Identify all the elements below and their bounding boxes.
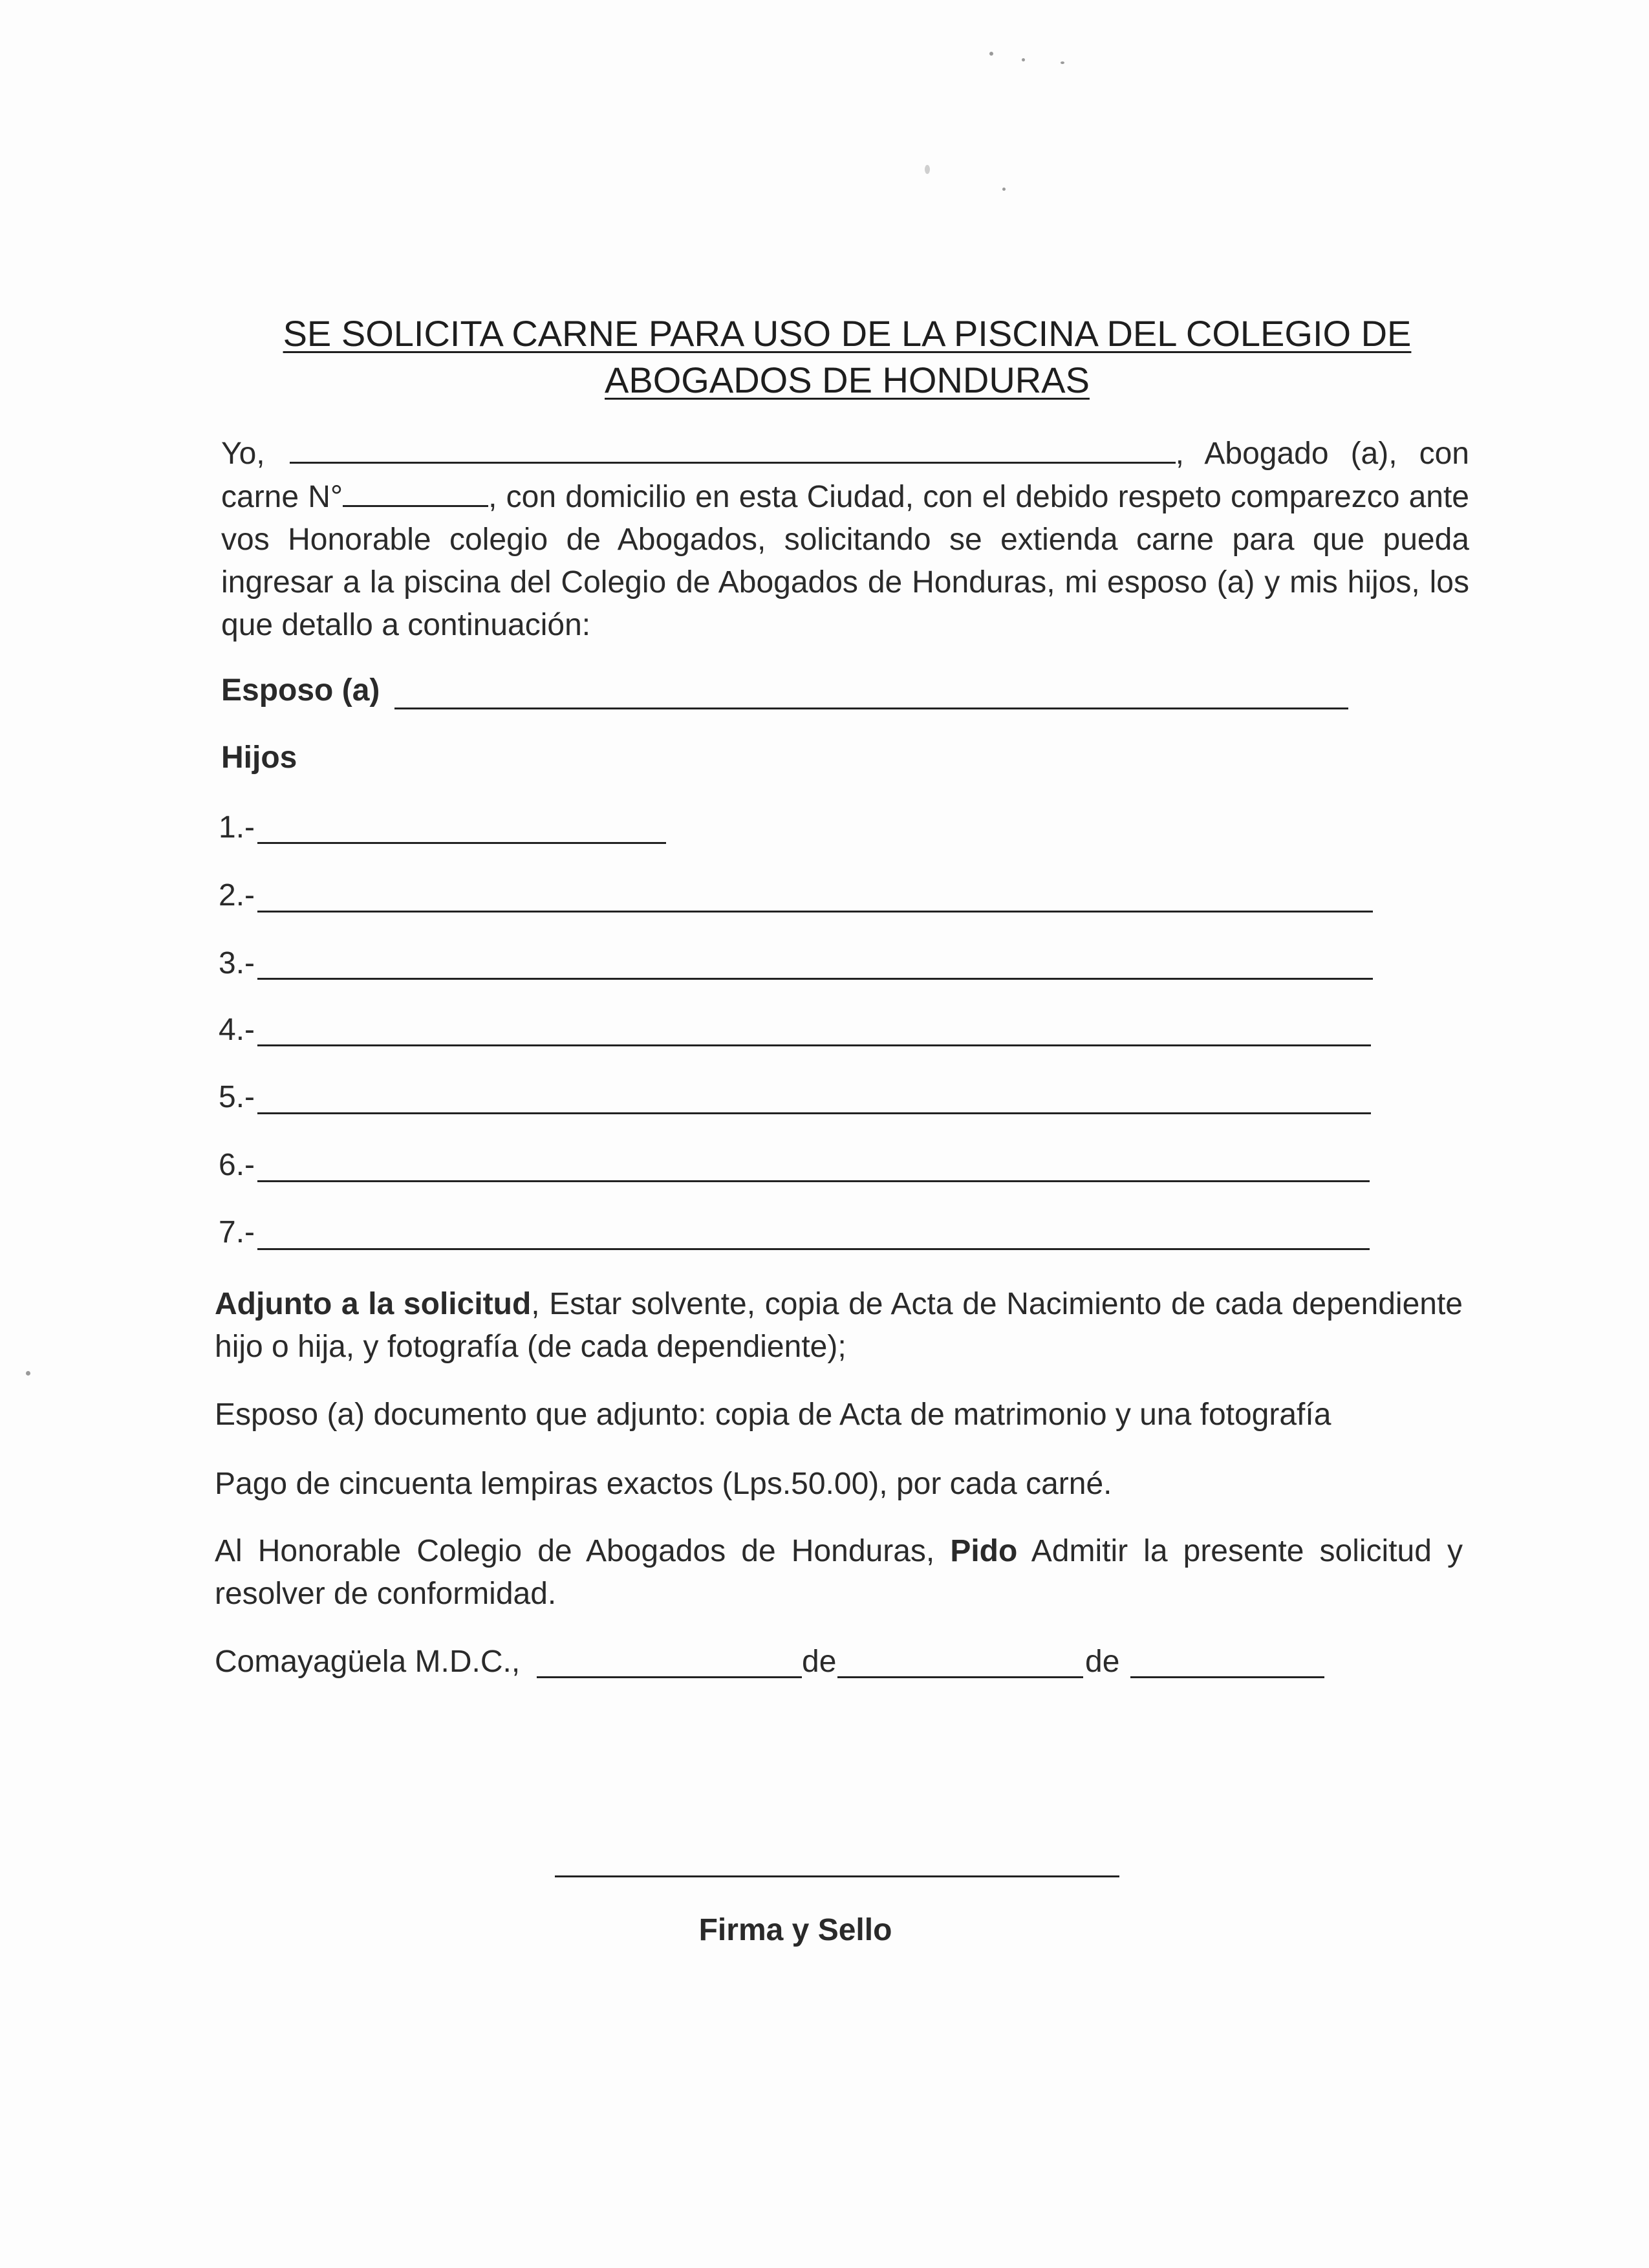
intro-body [221, 475, 1469, 647]
fecha-de-1: de [802, 1645, 837, 1679]
intro-rest: , con domicilio en esta Ciudad, con el debido respeto comparezco ante vos Honorable colegio de Abogados, solicitando se extienda carne para que pueda ingresar a la piscina del Colegio de Abogados de Honduras, mi esposo (a) y mis hijos, los que detallo a continuación: [221, 480, 1470, 642]
hijo-number-7: 7.- [219, 1215, 255, 1249]
hijo-number-4: 4.- [219, 1013, 255, 1047]
hijo-number-1: 1.- [219, 810, 255, 845]
intro-abogado: , Abogado (a), con [1175, 437, 1469, 471]
esposo-label: Esposo (a) [221, 673, 380, 707]
closing-pido: Pido [950, 1534, 1018, 1568]
hijo-blank-1[interactable] [257, 842, 666, 844]
adjunto-text: , Estar solvente, copia de Acta de Nacimiento de cada dependiente hijo o hija, y fotografía (de cada dependiente); [215, 1287, 1463, 1364]
fecha-de-2: de [1085, 1645, 1120, 1679]
signature-label: Firma y Sello [698, 1913, 892, 1947]
intro-first-line [221, 432, 1469, 475]
fecha-mes-blank[interactable] [837, 1676, 1083, 1678]
scan-speck [26, 1371, 30, 1376]
closing-paragraph [215, 1530, 1463, 1615]
closing-post: Admitir la presente solicitud y resolver de conformidad. [215, 1534, 1463, 1611]
signature-line[interactable] [555, 1875, 1119, 1877]
hijos-label: Hijos [221, 740, 297, 775]
document-title [181, 310, 1513, 404]
intro-paragraph [221, 432, 1469, 647]
fecha-anio-blank[interactable] [1130, 1676, 1324, 1678]
scan-speck [925, 165, 930, 174]
hijo-blank-5[interactable] [257, 1112, 1371, 1114]
closing-pre: Al Honorable Colegio de Abogados de Honduras, [215, 1534, 951, 1568]
title-line-1: SE SOLICITA CARNE PARA USO DE LA PISCINA DEL COLEGIO DE [283, 313, 1412, 354]
hijo-blank-6[interactable] [257, 1180, 1370, 1182]
intro-carne-label: carne N° [221, 480, 343, 514]
esposo-blank[interactable] [394, 707, 1348, 709]
scan-speck [1022, 58, 1025, 61]
hijo-number-5: 5.- [219, 1080, 255, 1114]
esposo-docs: Esposo (a) documento que adjunto: copia de Acta de matrimonio y una fotografía [215, 1398, 1331, 1432]
fecha-lugar: Comayagüela M.D.C., [215, 1645, 521, 1679]
carne-number-blank[interactable] [343, 475, 488, 507]
adjunto-bold: Adjunto a la solicitud [215, 1287, 532, 1321]
hijo-blank-2[interactable] [257, 911, 1373, 913]
scan-speck [989, 52, 993, 56]
scan-speck [1061, 61, 1064, 64]
intro-yo: Yo, [221, 437, 265, 471]
title-line-2: ABOGADOS DE HONDURAS [605, 360, 1090, 400]
hijo-blank-3[interactable] [257, 978, 1373, 980]
hijo-number-2: 2.- [219, 878, 255, 913]
hijo-blank-4[interactable] [257, 1044, 1371, 1046]
hijo-number-3: 3.- [219, 946, 255, 980]
scan-speck [1002, 188, 1006, 191]
pago-text: Pago de cincuenta lempiras exactos (Lps.50.00), por cada carné. [215, 1467, 1112, 1501]
hijo-number-6: 6.- [219, 1148, 255, 1182]
hijo-blank-7[interactable] [257, 1248, 1370, 1250]
fecha-dia-blank[interactable] [537, 1676, 802, 1678]
adjunto-paragraph [215, 1283, 1463, 1368]
name-blank[interactable] [290, 432, 1176, 464]
